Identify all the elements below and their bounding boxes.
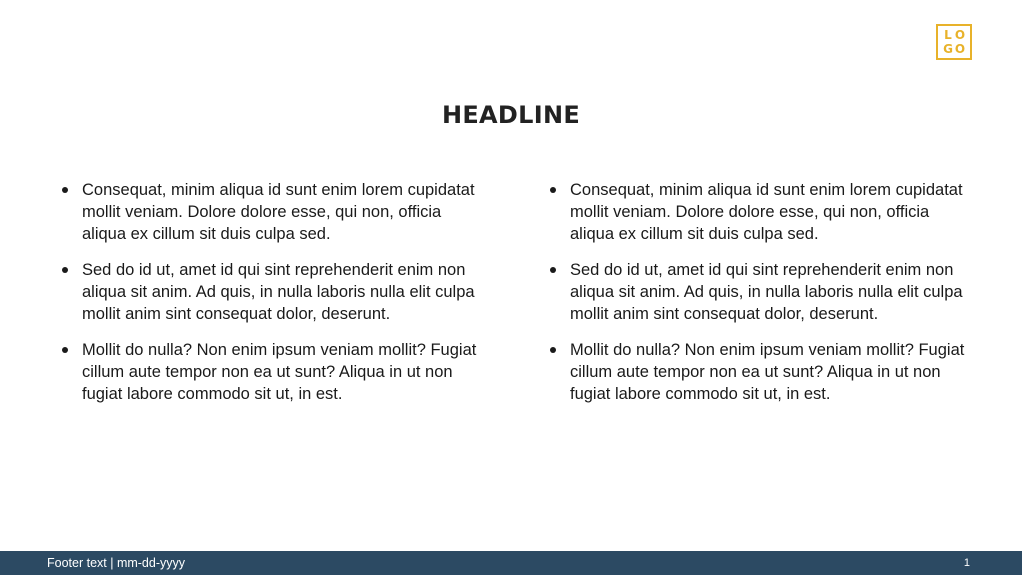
list-item [546, 259, 966, 325]
logo-letter: O [954, 42, 966, 56]
logo [936, 24, 972, 60]
right-bullet-list [546, 179, 966, 419]
list-item-text: Sed do id ut, amet id qui sint reprehenderit enim non aliqua sit anim. Ad quis, in nulla laboris nulla elit culpa mollit anim sint consequat dolor, deserunt. [570, 261, 963, 323]
bullet-icon [62, 347, 68, 353]
list-item [546, 179, 966, 245]
bullet-icon [550, 187, 556, 193]
list-item-text: Consequat, minim aliqua id sunt enim lorem cupidatat mollit veniam. Dolore dolore esse, qui non, officia aliqua ex cillum sit duis culpa sed. [570, 181, 963, 243]
left-bullet-list [58, 179, 478, 419]
logo-letter: O [954, 28, 966, 42]
bullet-icon [550, 347, 556, 353]
bullet-icon [62, 187, 68, 193]
list-item [58, 339, 478, 405]
list-item-text: Consequat, minim aliqua id sunt enim lorem cupidatat mollit veniam. Dolore dolore esse, qui non, officia aliqua ex cillum sit duis culpa sed. [82, 181, 475, 243]
list-item [546, 339, 966, 405]
list-item-text: Sed do id ut, amet id qui sint reprehenderit enim non aliqua sit anim. Ad quis, in nulla laboris nulla elit culpa mollit anim sint consequat dolor, deserunt. [82, 261, 475, 323]
list-item-text: Mollit do nulla? Non enim ipsum veniam mollit? Fugiat cillum aute tempor non ea ut sunt? Aliqua in ut non fugiat labore commodo sit ut, in est. [570, 341, 965, 403]
headline: HEADLINE [441, 101, 581, 129]
footer-bar [0, 551, 1022, 575]
footer-text: Footer text | mm-dd-yyyy [47, 556, 185, 570]
bullet-icon [550, 267, 556, 273]
list-item-text: Mollit do nulla? Non enim ipsum veniam mollit? Fugiat cillum aute tempor non ea ut sunt? Aliqua in ut non fugiat labore commodo sit ut, in est. [82, 341, 477, 403]
list-item [58, 179, 478, 245]
bullet-icon [62, 267, 68, 273]
logo-letter: L [944, 28, 952, 42]
logo-letter: G [943, 42, 953, 56]
page-number: 1 [963, 557, 970, 569]
list-item [58, 259, 478, 325]
